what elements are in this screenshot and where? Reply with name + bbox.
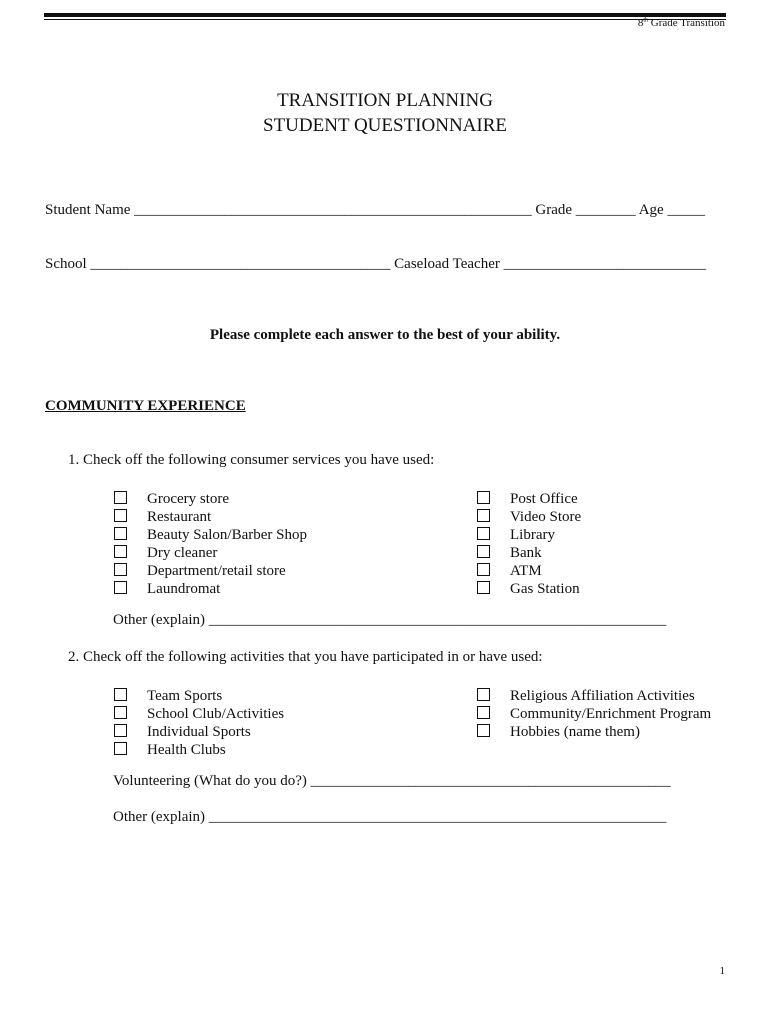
checkbox[interactable] [114,545,127,558]
q1-other-field[interactable]: Other (explain) _____________________________________________________________ [113,612,667,628]
school-info-row[interactable]: School ________________________________________ Caseload Teacher ___________________________ [45,256,707,272]
title-line-1: TRANSITION PLANNING [277,90,493,111]
q1-option[interactable]: Bank [477,544,581,562]
q1-option[interactable]: Department/retail store [114,562,307,580]
checkbox[interactable] [114,581,127,594]
q1-option[interactable]: Library [477,526,581,544]
checkbox[interactable] [477,706,490,719]
checkbox[interactable] [477,581,490,594]
q1-option[interactable]: Restaurant [114,508,307,526]
checkbox[interactable] [114,706,127,719]
title-line-2: STUDENT QUESTIONNAIRE [263,115,507,136]
q1-left-list [114,490,307,598]
q2-option[interactable]: Community/Enrichment Program [477,705,711,723]
q1-option[interactable]: Beauty Salon/Barber Shop [114,526,307,544]
question-1: 1. Check off the following consumer services you have used: [68,452,435,468]
checkbox[interactable] [477,491,490,504]
checkbox[interactable] [114,509,127,522]
q2-option[interactable]: Religious Affiliation Activities [477,687,711,705]
volunteering-field[interactable]: Volunteering (What do you do?) ________________________________________________ [113,773,671,789]
checkbox[interactable] [477,527,490,540]
q2-option[interactable]: Hobbies (name them) [477,723,711,741]
q1-option[interactable]: Video Store [477,508,581,526]
checkbox[interactable] [477,545,490,558]
checkbox[interactable] [114,527,127,540]
student-info-row[interactable]: Student Name _____________________________________________________ Grade ________ Age _____ [45,202,705,218]
page-number: 1 [719,965,725,977]
q1-option[interactable]: Dry cleaner [114,544,307,562]
q1-option[interactable]: Post Office [477,490,581,508]
header-rule-thick [44,13,726,17]
q1-option[interactable]: Grocery store [114,490,307,508]
checkbox[interactable] [114,724,127,737]
checkbox[interactable] [114,688,127,701]
checkbox[interactable] [114,742,127,755]
question-2: 2. Check off the following activities that you have participated in or have used: [68,649,543,665]
checkbox[interactable] [477,724,490,737]
q2-option[interactable]: Health Clubs [114,741,284,759]
q1-option[interactable]: ATM [477,562,581,580]
q2-left-list [114,687,284,759]
header-note: 8th Grade Transition [637,17,725,29]
q1-option[interactable]: Laundromat [114,580,307,598]
header-rule-thin [44,19,726,20]
q1-right-list [477,490,581,598]
q1-option[interactable]: Gas Station [477,580,581,598]
q2-option[interactable]: Team Sports [114,687,284,705]
checkbox[interactable] [114,491,127,504]
checkbox[interactable] [477,509,490,522]
q2-right-list [477,687,711,741]
checkbox[interactable] [477,688,490,701]
checkbox[interactable] [114,563,127,576]
section-title: COMMUNITY EXPERIENCE [45,398,246,414]
q2-other-field[interactable]: Other (explain) _____________________________________________________________ [113,809,667,825]
checkbox[interactable] [477,563,490,576]
q2-option[interactable]: Individual Sports [114,723,284,741]
q2-option[interactable]: School Club/Activities [114,705,284,723]
instruction-text: Please complete each answer to the best of your ability. [209,327,561,343]
